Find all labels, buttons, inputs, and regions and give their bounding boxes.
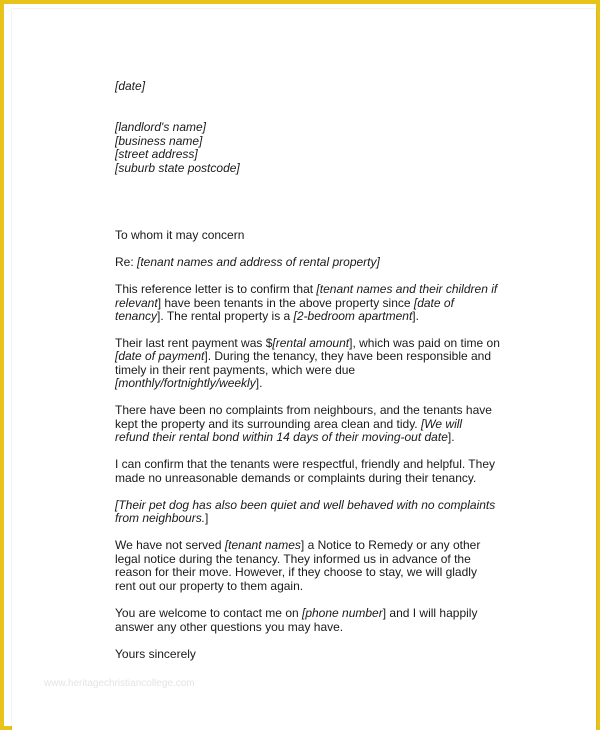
p5-placeholder-1: [Their pet dog has also been quiet and well behaved with no complaints	[115, 498, 496, 512]
paragraph-5-line-2	[115, 512, 500, 526]
business-name-text: [business name]	[115, 134, 203, 148]
p5-text-1: ]	[205, 511, 209, 525]
p1-placeholder-1a: [tenant names and their children if	[316, 282, 498, 296]
p3-text-1: kept the property and its surrounding area clean and tidy.	[115, 417, 421, 431]
p1-placeholder-1b: relevant	[115, 296, 158, 310]
p2-text-2: ], which was paid on time on	[349, 336, 500, 350]
p5-placeholder-2: from neighbours.	[115, 511, 206, 525]
paragraph-6-line-3: reason for their move. However, if they choose to stay, we will gladly	[115, 565, 477, 579]
p7-text-1: You are welcome to contact me on	[115, 606, 302, 620]
p1-placeholder-2a: [date of	[413, 296, 454, 310]
re-line	[115, 256, 500, 270]
p3-placeholder-1a: [We will	[420, 417, 463, 431]
paragraph-7-line-2: answer any other questions you may have.	[115, 620, 344, 634]
p2-text-4: ].	[255, 376, 263, 390]
p1-text-3: ]. The rental property is a	[157, 309, 294, 323]
paragraph-7-line-1	[115, 607, 500, 621]
street-address-text: [street address]	[115, 147, 198, 161]
paragraph-3-line-3	[115, 431, 500, 445]
p2-text-1: Their last rent payment was $	[115, 336, 273, 350]
p6-text-2: ] a Notice to Remedy or any other	[300, 538, 481, 552]
p2-placeholder-3: [monthly/fortnightly/weekly	[115, 376, 256, 390]
salutation: To whom it may concern	[115, 228, 245, 242]
paragraph-4-line-2: made no unreasonable demands or complaints during their tenancy.	[115, 471, 477, 485]
p1-text-4: ].	[412, 309, 419, 323]
paragraph-2-line-2	[115, 350, 500, 364]
p1-text-2: ] have been tenants in the above property since	[157, 296, 414, 310]
street-address	[115, 148, 500, 162]
paragraph-6-line-4: rent out our property to them again.	[115, 579, 304, 593]
re-placeholder: [tenant names and address of rental property]	[137, 255, 380, 269]
p2-text-3: ]. During the tenancy, they have been responsible and	[204, 349, 492, 363]
p3-text-2: ].	[447, 430, 455, 444]
p2-placeholder-2: [date of payment	[115, 349, 205, 363]
p2-placeholder-1: [rental amount	[272, 336, 350, 350]
p6-placeholder-1: [tenant names	[224, 538, 301, 552]
p1-placeholder-2b: tenancy	[115, 309, 158, 323]
paragraph-4-line-1: I can confirm that the tenants were respectful, friendly and helpful. They	[115, 457, 495, 471]
paragraph-2-line-4	[115, 377, 500, 391]
landlord-name-text: [landlord's name]	[115, 120, 207, 134]
p7-placeholder-1: [phone number	[302, 606, 383, 620]
paragraph-6-line-1	[115, 539, 500, 553]
re-prefix: Re:	[115, 255, 138, 269]
p3-placeholder-1b: refund their rental bond within 14 days of their moving-out date	[115, 430, 448, 444]
paragraph-2-line-3: timely in their rent payments, which were due	[115, 363, 356, 377]
suburb-state-postcode-text: [suburb state postcode]	[115, 161, 240, 175]
p1-text-1: This reference letter is to confirm that	[115, 282, 317, 296]
watermark-text: www.heritagechristiancollege.com	[44, 678, 195, 689]
p6-text-1: We have not served	[115, 538, 225, 552]
landlord-name	[115, 121, 500, 135]
date-text: [date]	[115, 79, 146, 93]
date-placeholder	[115, 80, 500, 94]
paragraph-1-line-1	[115, 283, 500, 297]
p1-placeholder-3: [2-bedroom apartment	[293, 309, 413, 323]
suburb-state-postcode	[115, 162, 500, 176]
closing: Yours sincerely	[115, 647, 196, 661]
paragraph-3-line-1: There have been no complaints from neighbours, and the tenants have	[115, 403, 492, 417]
paragraph-1-line-3	[115, 310, 500, 324]
paragraph-6-line-2: legal notice during the tenancy. They informed us in advance of the	[115, 552, 471, 566]
p7-text-2: ] and I will happily	[382, 606, 478, 620]
